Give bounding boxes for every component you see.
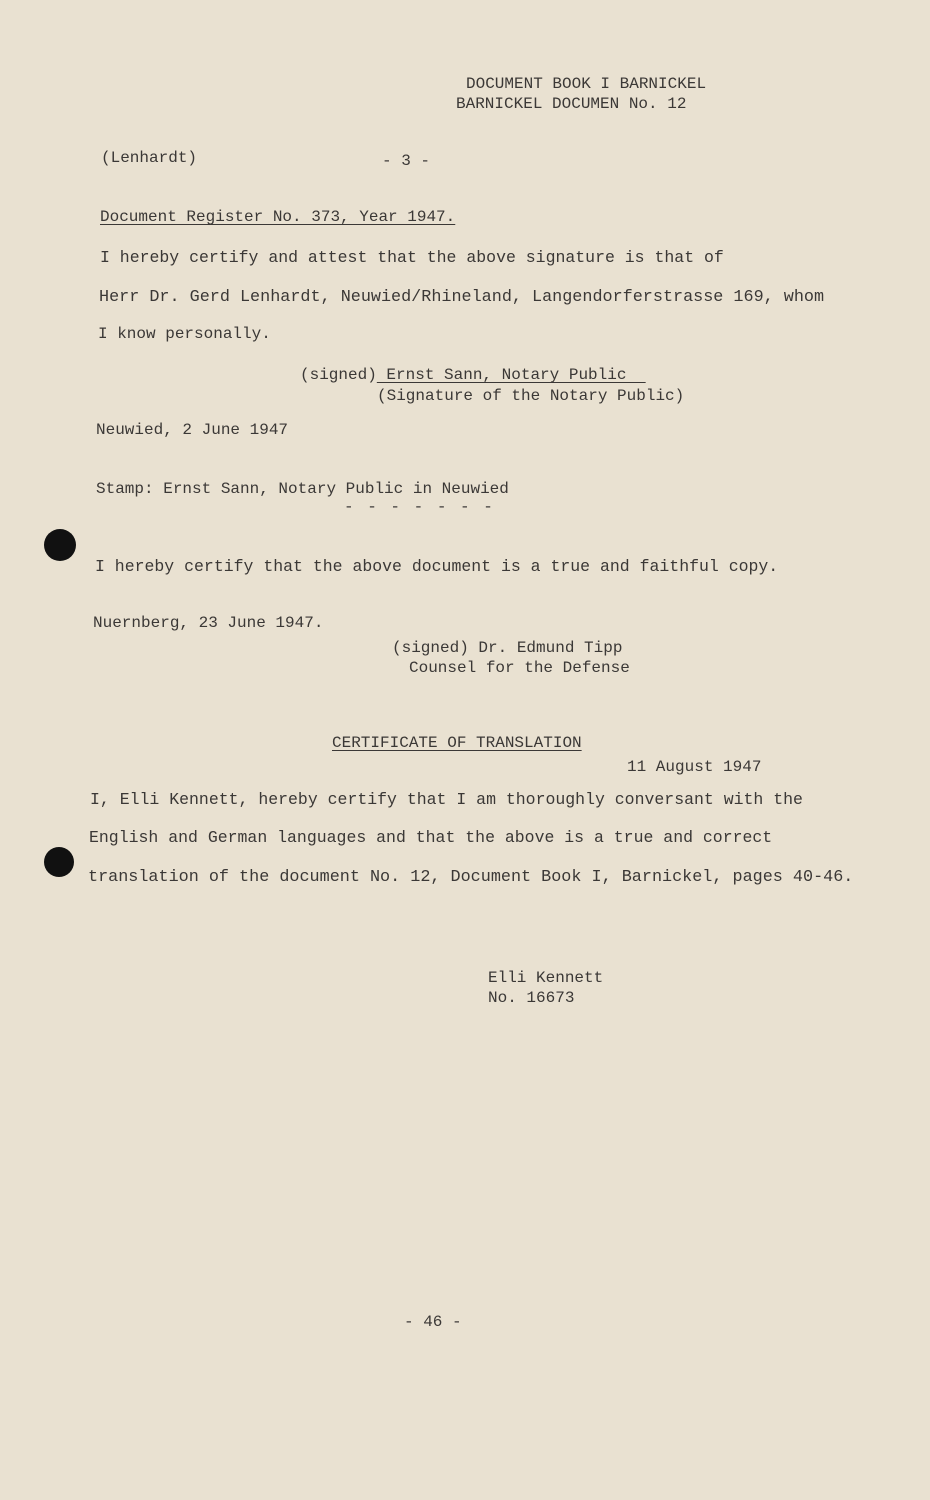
copy-place-date: Nuernberg, 23 June 1947. bbox=[93, 614, 324, 632]
translation-line-1: I, Elli Kennett, hereby certify that I am thoroughly conversant with the bbox=[90, 790, 803, 809]
separator-dashes: - - - - - - - bbox=[344, 498, 495, 516]
punch-hole-bottom bbox=[44, 847, 74, 877]
translation-date: 11 August 1947 bbox=[627, 758, 762, 776]
page-marker: - 3 - bbox=[382, 152, 431, 170]
notary-place-date: Neuwied, 2 June 1947 bbox=[96, 421, 289, 439]
copy-role: Counsel for the Defense bbox=[409, 659, 630, 677]
register-line-2: Herr Dr. Gerd Lenhardt, Neuwied/Rhineland, Langendorferstrasse 169, whom bbox=[99, 288, 825, 307]
signed-prefix: (signed) bbox=[300, 366, 377, 384]
notary-signature-caption: (Signature of the Notary Public) bbox=[377, 387, 685, 405]
register-line-1: I hereby certify and attest that the above signature is that of bbox=[100, 248, 724, 267]
copy-certificate-text: I hereby certify that the above document is a true and faithful copy. bbox=[95, 557, 779, 576]
notary-signature-line bbox=[300, 365, 646, 385]
punch-hole-top bbox=[44, 529, 76, 561]
register-title: Document Register No. 373, Year 1947. bbox=[100, 208, 456, 226]
notary-signed-name: Ernst Sann, Notary Public bbox=[376, 366, 646, 384]
translation-title: CERTIFICATE OF TRANSLATION bbox=[332, 734, 582, 752]
witness-name: (Lenhardt) bbox=[101, 149, 198, 167]
notary-stamp: Stamp: Ernst Sann, Notary Public in Neuwied bbox=[96, 480, 509, 498]
translation-line-3: translation of the document No. 12, Document Book I, Barnickel, pages 40-46. bbox=[88, 868, 854, 887]
register-line-3: I know personally. bbox=[98, 325, 271, 343]
header-line-2: BARNICKEL DOCUMEN No. 12 bbox=[456, 95, 687, 113]
translator-name: Elli Kennett bbox=[488, 969, 604, 987]
copy-signed: (signed) Dr. Edmund Tipp bbox=[392, 639, 623, 657]
translator-number: No. 16673 bbox=[488, 989, 575, 1007]
footer-page-number: - 46 - bbox=[404, 1313, 462, 1331]
header-line-1: DOCUMENT BOOK I BARNICKEL bbox=[466, 75, 707, 93]
translation-line-2: English and German languages and that the above is a true and correct bbox=[89, 828, 773, 847]
